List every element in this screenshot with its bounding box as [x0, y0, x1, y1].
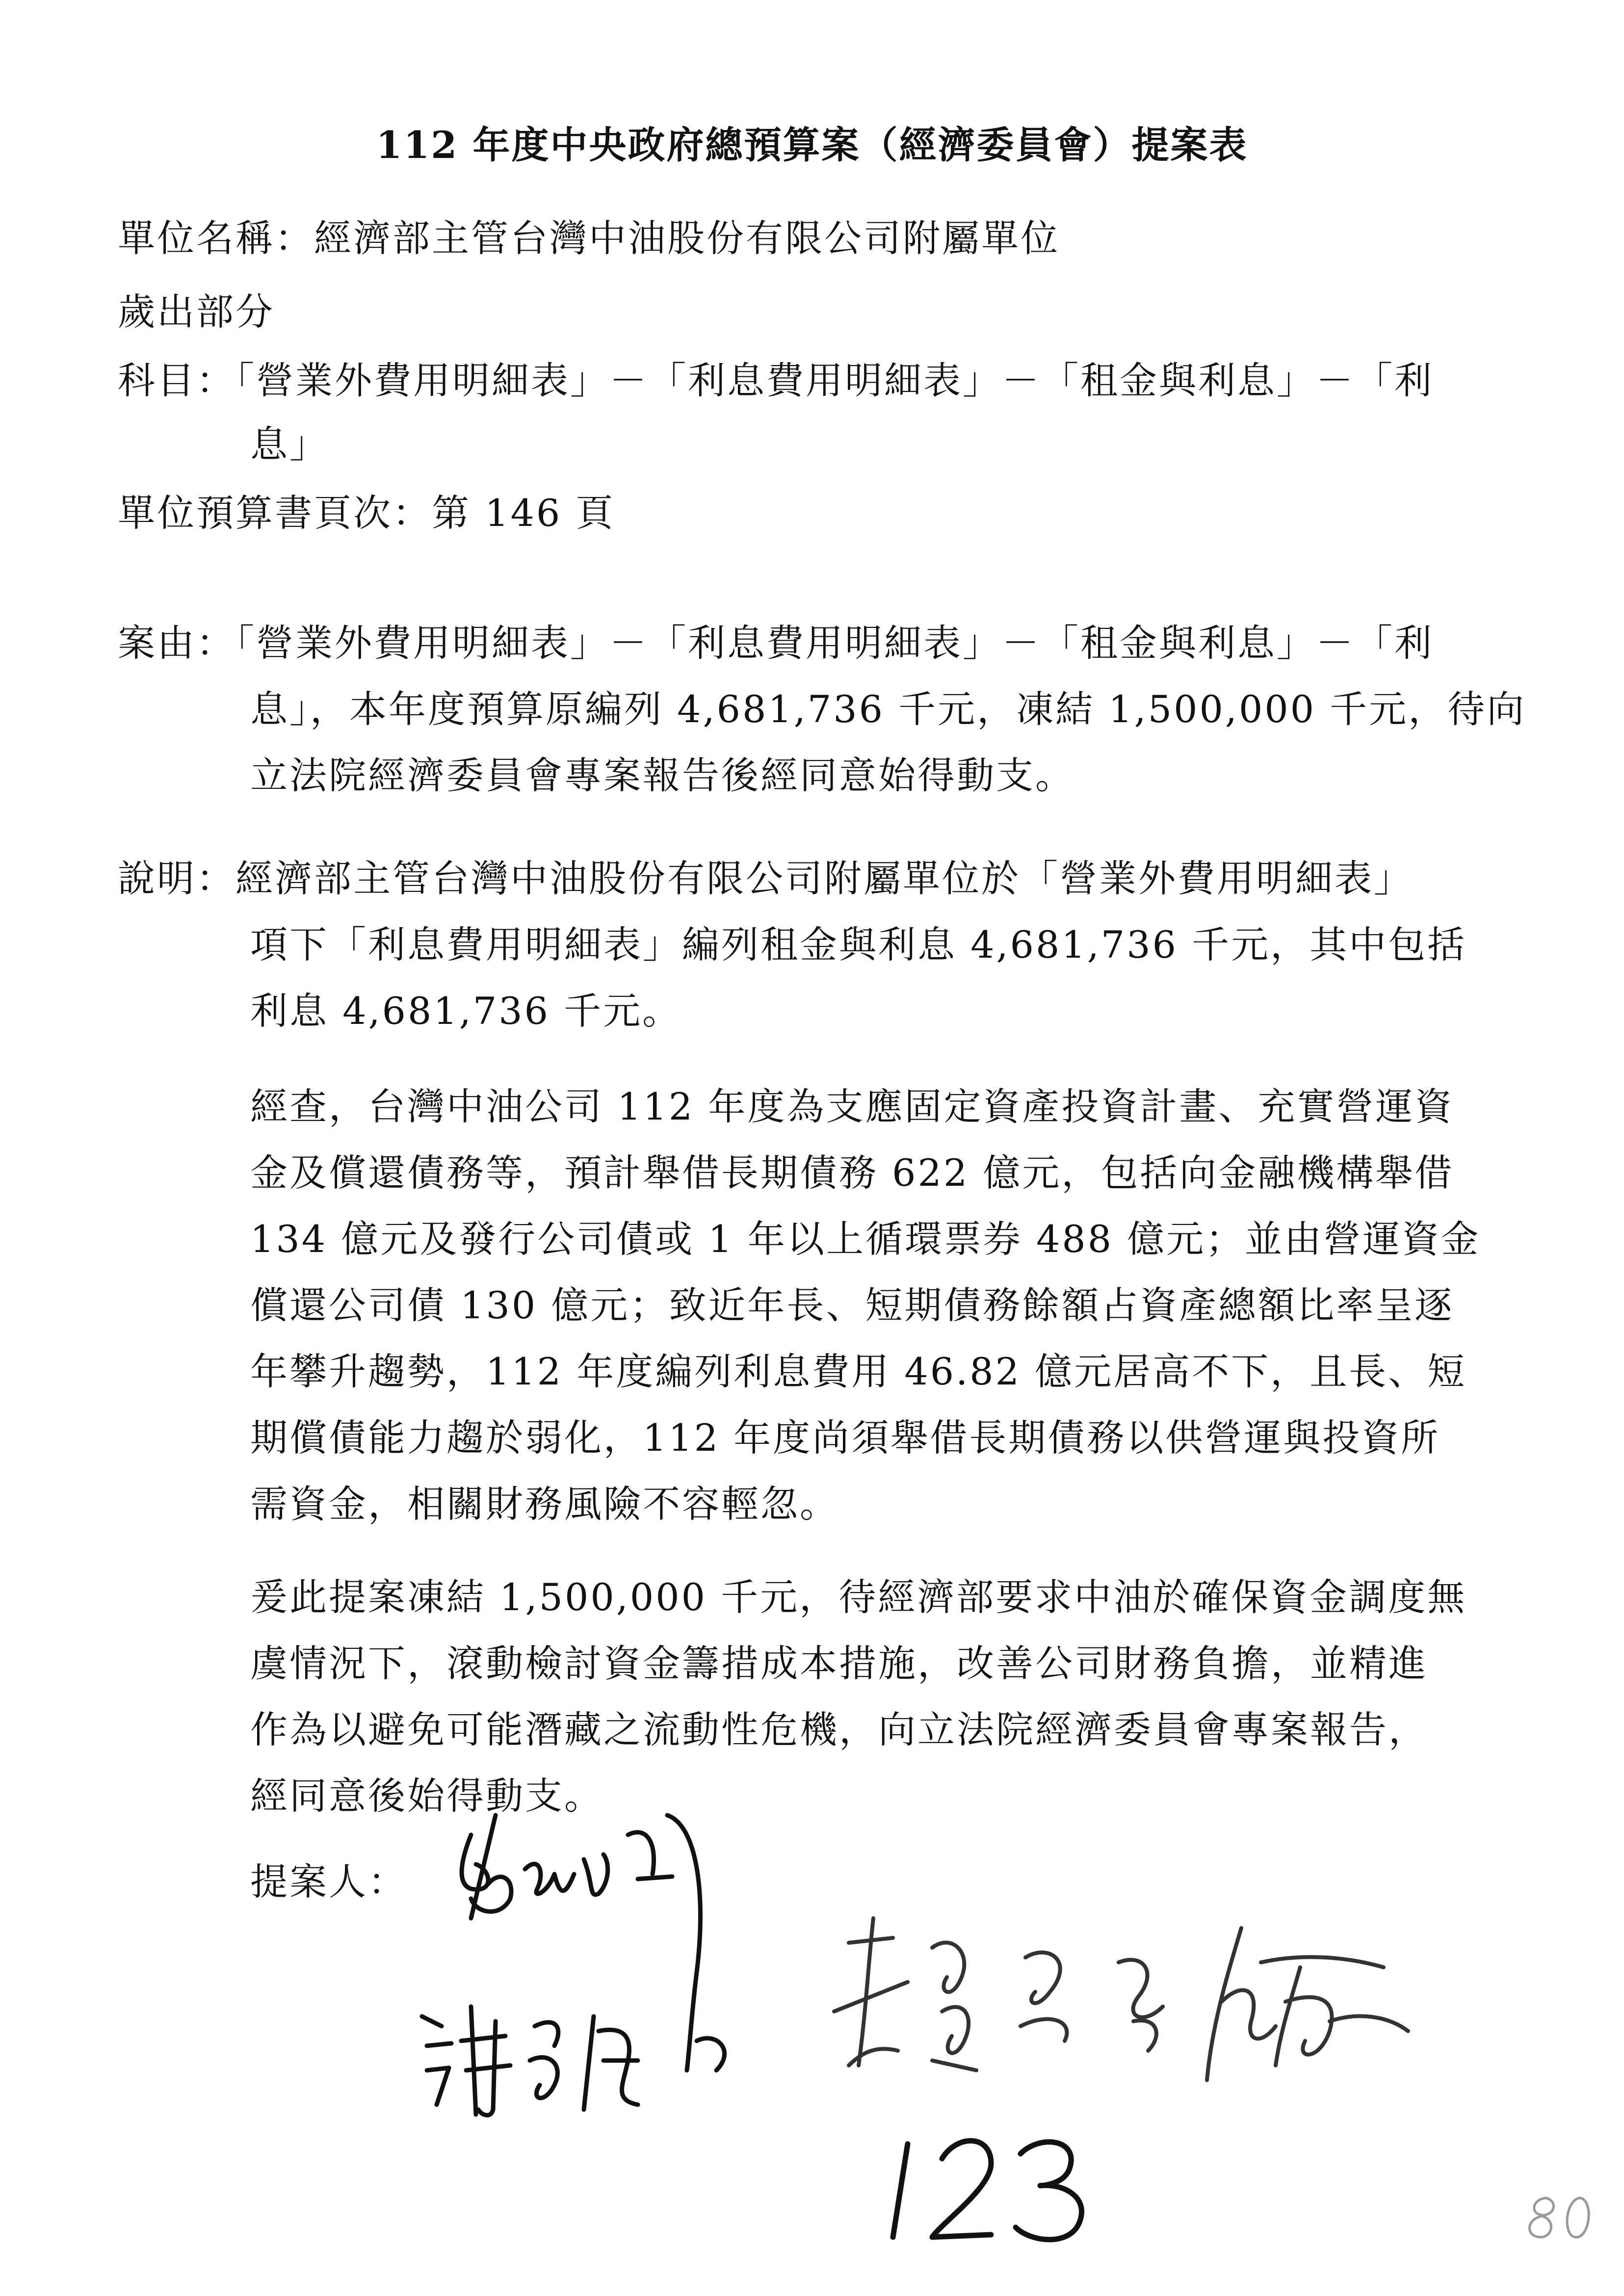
para3-line: 虞情況下，滾動檢討資金籌措成本措施，改善公司財務負擔，並精進 — [250, 1642, 1428, 1685]
para2-line: 期償債能力趨於弱化，112 年度尚須舉借長期債務以供營運與投資所 — [250, 1416, 1441, 1460]
handwritten-signature-3 — [819, 1904, 1457, 2110]
para3-line: 經同意後始得動支。 — [250, 1774, 603, 1818]
para2-line: 134 億元及發行公司債或 1 年以上循環票券 488 億元；並由營運資金 — [250, 1217, 1481, 1261]
handwritten-number — [878, 2124, 1104, 2252]
case-line-3: 立法院經濟委員會專案報告後經同意始得動支。 — [250, 754, 1074, 797]
para3-line: 作為以避免可能潛藏之流動性危機，向立法院經濟委員會專案報告， — [250, 1708, 1428, 1751]
para2-line: 金及償還債務等，預計舉借長期債務 622 億元，包括向金融機構舉借 — [250, 1151, 1454, 1195]
para2-line: 償還公司債 130 億元；致近年長、短期債務餘額占資產總額比率呈逐 — [250, 1283, 1454, 1327]
para3-line: 爰此提案凍結 1,500,000 千元，待經濟部要求中油於確保資金調度無 — [250, 1575, 1467, 1619]
page-number-handwritten — [1521, 2188, 1604, 2247]
para2-line: 經查，台灣中油公司 112 年度為支應固定資產投資計畫、充實營運資 — [250, 1085, 1454, 1128]
unit-name-line: 單位名稱：經濟部主管台灣中油股份有限公司附屬單位 — [118, 216, 1060, 260]
proposer-label: 提案人： — [250, 1860, 407, 1904]
explanation-line-2: 項下「利息費用明細表」編列租金與利息 4,681,736 千元，其中包括 — [250, 923, 1467, 966]
explanation-line-3: 利息 4,681,736 千元。 — [250, 989, 682, 1033]
case-line-2: 息」，本年度預算原編列 4,681,736 千元，凍結 1,500,000 千元，待向 — [250, 687, 1526, 731]
subject-line-1: 科目：「營業外費用明細表」－「利息費用明細表」－「租金與利息」－「利 — [118, 359, 1434, 402]
case-line-1: 案由：「營業外費用明細表」－「利息費用明細表」－「租金與利息」－「利 — [118, 621, 1434, 665]
handwritten-signature-2 — [407, 1987, 751, 2134]
section-line: 歲出部分 — [118, 290, 275, 334]
para2-line: 需資金，相關財務風險不容輕忽。 — [250, 1482, 839, 1526]
document-title: 112 年度中央政府總預算案（經濟委員會）提案表 — [376, 123, 1248, 167]
subject-line-2: 息」 — [250, 422, 329, 466]
explanation-line-1: 說明：經濟部主管台灣中油股份有限公司附屬單位於「營業外費用明細表」 — [118, 857, 1413, 900]
page-reference-line: 單位預算書頁次：第 146 頁 — [118, 491, 615, 535]
para2-line: 年攀升趨勢，112 年度編列利息費用 46.82 億元居高不下，且長、短 — [250, 1350, 1467, 1393]
